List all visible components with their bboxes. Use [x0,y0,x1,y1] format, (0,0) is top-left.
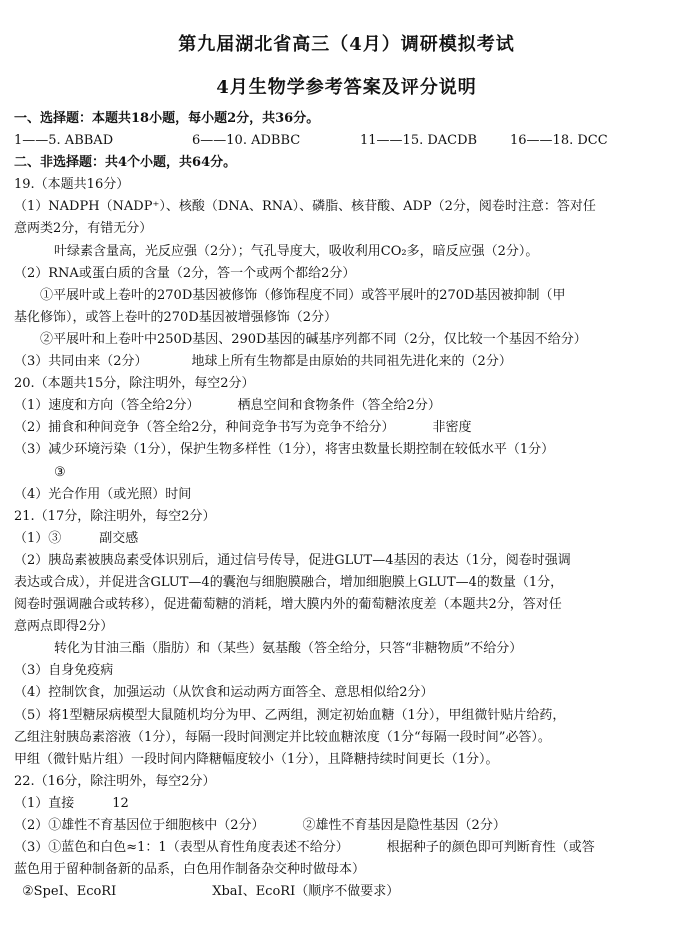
q20-1-answer-b: 栖息空间和食物条件（答全给2分） [237,398,441,414]
q19-line: ①平展叶或上卷叶的270D基因被修饰（修饰程度不同）或答平展叶的270D基因被抑制（甲 [40,287,566,303]
q20-line: ③ [54,464,66,480]
choice-answers-11-15: 11——15. DACDB [360,133,478,149]
q21-1-answer-b: 副交感 [99,530,139,546]
q22-3-answer-c: ②SpeⅠ、EcoRⅠ [22,884,117,900]
q22-line [14,881,687,903]
q22-line [14,815,687,837]
q20-line: （3）减少环境污染（1分），保护生物多样性（1分），将害虫数量长期控制在较低水平（1分） [14,442,555,458]
q19-line: ②平展叶和上卷叶中250D基因、290D基因的碱基序列都不同（2分，仅比较一个基因不给分） [40,331,587,347]
q21-line: 阅卷时强调融合或转移），促进葡萄糖的消耗，增大膜内外的葡萄糖浓度差（本题共2分，答对任 [14,597,562,613]
q21-line: 意两点即得2分） [14,619,114,635]
q21-1-answer-a: （1）③ [14,530,62,546]
choice-answers-6-10: 6——10. ADBBC [192,133,301,149]
q19-line: 叶绿素含量高，光反应强（2分）；气孔导度大，吸收利用CO₂多，暗反应强（2分）。 [54,243,539,259]
q22-3-answer-a: （3）①蓝色和白色≈1：1（表型从育性角度表述不给分） [14,840,349,856]
choice-answers-16-18: 16——18. DCC [510,133,608,149]
q21-line: （5）将1型糖尿病模型大鼠随机均分为甲、乙两组，测定初始血糖（1分），甲组微针贴片给药， [14,707,566,723]
q20-line: （4）光合作用（或光照）时间 [14,486,192,502]
q21-line: 甲组（微针贴片组）一段时间内降糖幅度较小（1分），且降糖持续时间更长（1分）。 [14,751,499,767]
q20-1-answer-a: （1）速度和方向（答全给2分） [14,398,200,414]
q21-line: 转化为甘油三酯（脂肪）和（某些）氨基酸（答全给分，只答“非糖物质”不给分） [54,641,523,657]
q20-2-answer-a: （2）捕食和种间竞争（答全给2分，种间竞争书写为竞争不给分） [14,420,395,436]
choice-answers-row [14,130,687,152]
section-heading-choice: 一、选择题：本题共18小题，每小题2分，共36分。 [14,111,320,126]
exam-title: 第九届湖北省高三（4月）调研模拟考试 [178,34,515,55]
q22-line [14,793,687,815]
q22-3-answer-b: 根据种子的颜色即可判断育性（或答 [386,840,595,856]
section-heading-nonchoice: 二、非选择题：共4个小题，共64分。 [14,155,237,171]
q19-line: 基化修饰），或答上卷叶的270D基因被增强修饰（2分） [14,309,338,325]
q19-3-answer-a: （3）共同由来（2分） [14,354,148,370]
q22-2-answer-a: （2）①雄性不育基因位于细胞核中（2分） [14,818,265,833]
q22-1-answer-b: 12 [112,795,129,811]
q21-line: （3）自身免疫病 [14,663,114,679]
q20-2-answer-b: 非密度 [432,420,472,436]
answer-key-title: 4月生物学参考答案及评分说明 [216,77,477,98]
q21-line: （2）胰岛素被胰岛素受体识别后，通过信号传导，促进GLUT—4基因的表达（1分，阅卷时强调 [14,552,571,568]
q22-3-answer-d: XbaⅠ、EcoRⅠ（顺序不做要求） [212,884,400,900]
q22-line: 蓝色用于留种制备新的品系，白色用作制备杂交种时做母本） [14,862,366,878]
q21-line: 乙组注射胰岛素溶液（1分），每隔一段时间测定并比较血糖浓度（1分“每隔一段时间”必答）。 [14,729,551,745]
q20-line [14,395,687,417]
q21-line: （4）控制饮食，加强运动（从饮食和运动两方面答全、意思相似给2分） [14,685,434,701]
q19-3-answer-b: 地球上所有生物都是由原始的共同祖先进化来的（2分） [191,354,512,370]
q19-line: （2）RNA或蛋白质的含量（2分，答一个或两个都给2分） [14,265,356,281]
q19-heading: 19.（本题共16分） [14,177,130,193]
q19-line: 意两类2分，有错无分） [14,221,153,237]
q22-2-answer-b: ②雄性不育基因是隐性基因（2分） [302,818,506,833]
q20-heading: 20.（本题共15分，除注明外，每空2分） [14,376,255,392]
q21-line [14,528,687,550]
q22-1-answer-a: （1）直接 [14,795,75,811]
answer-body [14,108,687,903]
q21-heading: 21.（17分，除注明外，每空2分） [14,508,216,524]
choice-answers-1-5: 1——5. ABBAD [14,133,114,149]
q19-line: （1）NADPH（NADP⁺）、核酸（DNA、RNA）、磷脂、核苷酸、ADP（2分，阅卷时注意：答对任 [14,199,596,215]
q22-heading: 22.（16分，除注明外，每空2分） [14,773,216,789]
q19-line [14,351,687,373]
q22-line [14,837,687,859]
q20-line [14,417,687,439]
q21-line: 表达或合成），并促进含GLUT—4的囊泡与细胞膜融合，增加细胞膜上GLUT—4的数量（1分， [14,574,564,590]
